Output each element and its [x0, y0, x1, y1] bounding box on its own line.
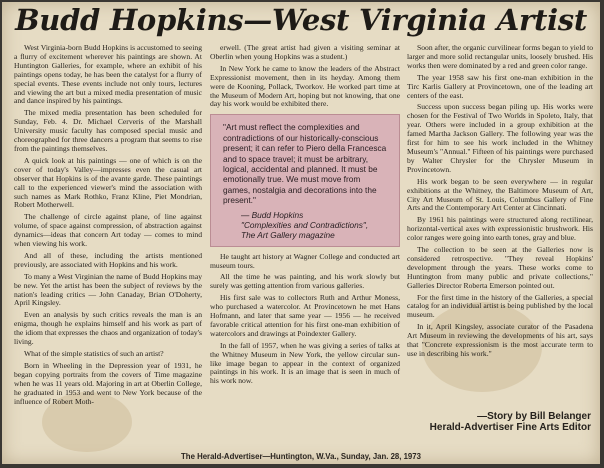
byline-title: Herald-Advertiser Fine Arts Editor — [429, 422, 591, 433]
column-3 — [407, 44, 593, 362]
paragraph: Even an analysis by such critics reveals the man is an enigma, though he explains himself and his work as part of the idiom that expresses the chaos and organization of today's living. — [14, 310, 202, 347]
quote-attribution: — Budd Hopkins — [241, 209, 304, 220]
byline — [401, 411, 591, 433]
paragraph: Soon after, the organic curvilinear forms began to yield to larger and more solid rectangular units, loosely brushed. His works then were dominated by a red and green color range. — [407, 43, 593, 70]
article-title: Budd Hopkins—West Virginia Artist — [15, 3, 587, 37]
paragraph: Born in Wheeling in the Depression year of 1931, he began copying portraits from the covers of Time magazine when he was 11 years old. Majoring in art at Oberlin College, he graduated in 1953 and went to New York because of the influence of Robert Moth- — [14, 360, 202, 406]
column-2 — [210, 44, 400, 389]
byline-author: —Story by Bill Belanger — [477, 411, 591, 422]
paragraph: By 1961 his paintings were structured along rectilinear, horizontal-vertical axes with expressionistic brushwork. His color ranges were going into earth tones, gray and blue. — [407, 215, 593, 243]
paragraph: And all of these, including the artists mentioned previously, are associated with Hopkins and his work. — [14, 250, 202, 269]
quote-source: The Art Gallery magazine — [241, 229, 335, 240]
paragraph: For the first time in the history of the Galleries, a special catalog for an individual artist is being published by the local museum. — [407, 292, 594, 320]
paragraph: Success upon success began piling up. His works were chosen for the Festival of Two Worlds in Spoleto, Italy, that year. Others were included in a group exhibition at the famed Martha Jackson Gallery. The following year was the first for him to see his work included in the Whitney Museum's "Annual." Fifteen of his paintings were purchased by Walter Chrysler for the Chrysler Museum in Provincetown. — [407, 102, 593, 174]
paragraph: To many a West Virginian the name of Budd Hopkins may be new. Yet the artist has been the subject of reviews by the nation's leading critics — John Canaday, Brian O'Doherty, April Kingsley. — [14, 271, 202, 308]
paragraph: West Virginia-born Budd Hopkins is accustomed to seeing a flurry of excitement wherever his paintings are shown. At Huntington Galleries, for example, where an exhibit of his paintings opens today, he has been the catalyst for a flurry of special events. These events include not only tours, lectures and viewing the art but a mixed media presentation of music and dance inspired by his paintings. — [14, 43, 202, 106]
paragraph: A quick look at his paintings — one of which is on the cover of today's Valley—impresses even the casual art observer that Hopkins is of the avante garde. These paintings call to the experienced viewer's mind the association with such names as Mark Rothko, Franz Kline, Piet Mondrian, Robert Motherwell. — [14, 155, 202, 210]
paragraph: The collection to be seen at the Galleries now is considered retrospective. "They reveal Hopkins' development through the years. These works come to Huntington from many public and private collections," Galleries Director Roberta Emerson pointed out. — [407, 245, 593, 290]
quote-text: "Art must reflect the complexities and contradictions of our historically-conscious present; it can refer to Piero della Francesca and to space travel; it must be arbitrary, logical, accidental and planned. It must be emotionally true. We must move from games, nostalgia and decorations into the present." — [223, 122, 387, 206]
paragraph: In New York he came to know the leaders of the Abstract Expressionist movement, then in its heyday. Among them were de Kooning, Pollack, Tworkov. He worked part time at the Museum of Modern Art, hoping but not knowing, that one day his work would be exhibited there. — [210, 63, 400, 109]
paragraph: In it, April Kingsley, associate curator of the Pasadena Art Museum in reviewing the developments of his art, says that "Concrete expressionism is the most accurate term to use in describing his work." — [407, 322, 593, 358]
paragraph: What of the simple statistics of such an artist? — [24, 349, 164, 358]
newspaper-footer: The Herald-Advertiser—Huntington, W.Va., Sunday, Jan. 28, 1973 — [181, 452, 421, 461]
paragraph: The mixed media presentation has been scheduled for Sunday, Feb. 4. Dr. Michael Cerveris of the Marshall University music faculty has composed special music and choreographed for three dancers a program that seems to rise from the paintings themselves. — [14, 108, 202, 153]
paragraph: His work began to be seen everywhere — in regular exhibitions at the Whitney, the Baltimore Museum of Art, City Art Museum of St. Louis, Columbus Gallery of Fine Arts and the Contemporary Art Center at Cincinnati. — [407, 176, 593, 213]
paragraph: He taught art history at Wagner College and conducted art museum tours. — [210, 251, 400, 270]
paragraph: The year 1958 saw his first one-man exhibition in the Tirc Karlis Gallery at Provincetown, one of the leading art centers of the east. — [407, 72, 593, 100]
column-1 — [14, 44, 202, 409]
pull-quote — [210, 114, 400, 246]
paragraph: In the fall of 1957, when he was giving a series of talks at the Whitney Museum in New York, the yellow circular sun-like image began to appear in the context of organized paintings in his work. It is an image that is seen in much of his work now. — [210, 340, 400, 386]
paragraph: erwell. (The great artist had given a visiting seminar at Oberlin when young Hopkins was a student.) — [210, 43, 400, 61]
paragraph: His first sale was to collectors Ruth and Arthur Moness, who purchased a watercolor. At Provincetown he met Hans Hofmann, and later that same year — 1956 — he received favorable critical attention for his first one-man exhibition of watercolors and drawings at Poindexter Gallery. — [210, 293, 400, 338]
paragraph: All the time he was painting, and his work slowly but surely was getting attention from various galleries. — [210, 272, 400, 291]
quote-source: "Complexities and Contradictions", — [241, 219, 369, 230]
newspaper-clipping — [2, 2, 600, 464]
paragraph: The challenge of circle against plane, of line against volume, of space against compression, of abstraction against dynamics—ideas that concern Art today — comes to mind when viewing his work. — [14, 212, 202, 249]
